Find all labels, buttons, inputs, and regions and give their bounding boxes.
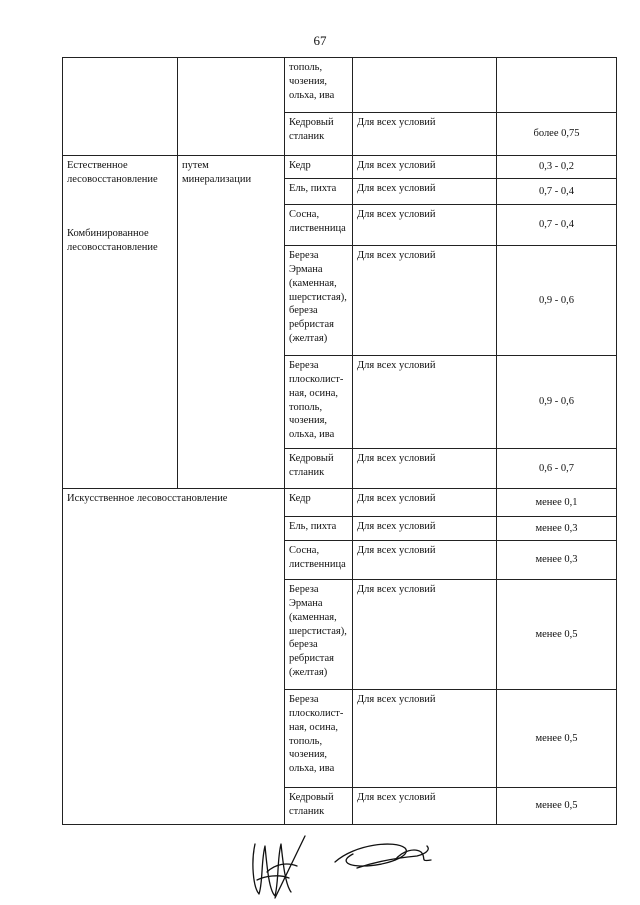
condition-cell: Для всех условий: [353, 356, 497, 449]
species-cell: Ель, пихта: [285, 517, 353, 541]
species-cell: Береза плосколист- ная, осина, тополь, чозения, ольха, ива: [285, 356, 353, 449]
species-cell: Кедр: [285, 156, 353, 179]
species-cell: Кедровый стланик: [285, 449, 353, 489]
condition-cell: Для всех условий: [353, 541, 497, 580]
condition-cell: Для всех условий: [353, 580, 497, 690]
value-cell: менее 0,3: [497, 517, 617, 541]
method-cell: [178, 58, 285, 156]
table-row: [63, 156, 617, 179]
condition-cell: Для всех условий: [353, 205, 497, 246]
condition-cell: Для всех условий: [353, 179, 497, 205]
condition-cell: Для всех условий: [353, 113, 497, 156]
species-cell: Сосна, лиственница: [285, 205, 353, 246]
value-cell: менее 0,3: [497, 541, 617, 580]
species-cell: Кедр: [285, 489, 353, 517]
value-cell: 0,9 - 0,6: [497, 246, 617, 356]
value-cell: более 0,75: [497, 113, 617, 156]
combined-reforestation-label: Комбинированное лесовосстановление: [67, 227, 158, 253]
condition-cell: Для всех условий: [353, 517, 497, 541]
condition-cell: Для всех условий: [353, 449, 497, 489]
value-cell: [497, 58, 617, 113]
condition-cell: Для всех условий: [353, 690, 497, 788]
value-cell: 0,9 - 0,6: [497, 356, 617, 449]
natural-reforestation-label: Естественное лесовосстановление: [67, 160, 158, 185]
species-cell: тополь, чозения, ольха, ива: [285, 58, 353, 113]
value-cell: 0,7 - 0,4: [497, 179, 617, 205]
value-cell: менее 0,5: [497, 690, 617, 788]
species-cell: Береза Эрмана (каменная, шерстистая), береза ребристая (желтая): [285, 580, 353, 690]
value-cell: менее 0,5: [497, 788, 617, 825]
page-number: 67: [313, 33, 327, 48]
group-natural-combined-cell: [63, 156, 178, 489]
species-cell: Береза плосколист- ная, осина, тополь, чозения, ольха, ива: [285, 690, 353, 788]
table-row: [63, 58, 617, 113]
group-cell: [63, 58, 178, 156]
method-mineralization-label: путем минерализации: [182, 160, 252, 185]
value-cell: 0,3 - 0,2: [497, 156, 617, 179]
condition-cell: Для всех условий: [353, 246, 497, 356]
group-artificial-cell: [63, 489, 285, 825]
species-cell: Береза Эрмана (каменная, шерстистая), береза ребристая (желтая): [285, 246, 353, 356]
value-cell: менее 0,5: [497, 580, 617, 690]
species-cell: Ель, пихта: [285, 179, 353, 205]
species-cell: Кедровый стланик: [285, 788, 353, 825]
norms-table: [62, 57, 617, 825]
condition-cell: Для всех условий: [353, 489, 497, 517]
value-cell: 0,7 - 0,4: [497, 205, 617, 246]
condition-cell: Для всех условий: [353, 156, 497, 179]
value-cell: менее 0,1: [497, 489, 617, 517]
species-cell: Сосна, лиственница: [285, 541, 353, 580]
species-cell: Кедровый стланик: [285, 113, 353, 156]
value-cell: 0,6 - 0,7: [497, 449, 617, 489]
handwritten-signature: [245, 832, 445, 902]
artificial-reforestation-label: Искусственное лесовосстановление: [67, 493, 228, 504]
condition-cell: Для всех условий: [353, 788, 497, 825]
method-mineralization-cell: [178, 156, 285, 489]
condition-cell: [353, 58, 497, 113]
table-row: [63, 489, 617, 517]
